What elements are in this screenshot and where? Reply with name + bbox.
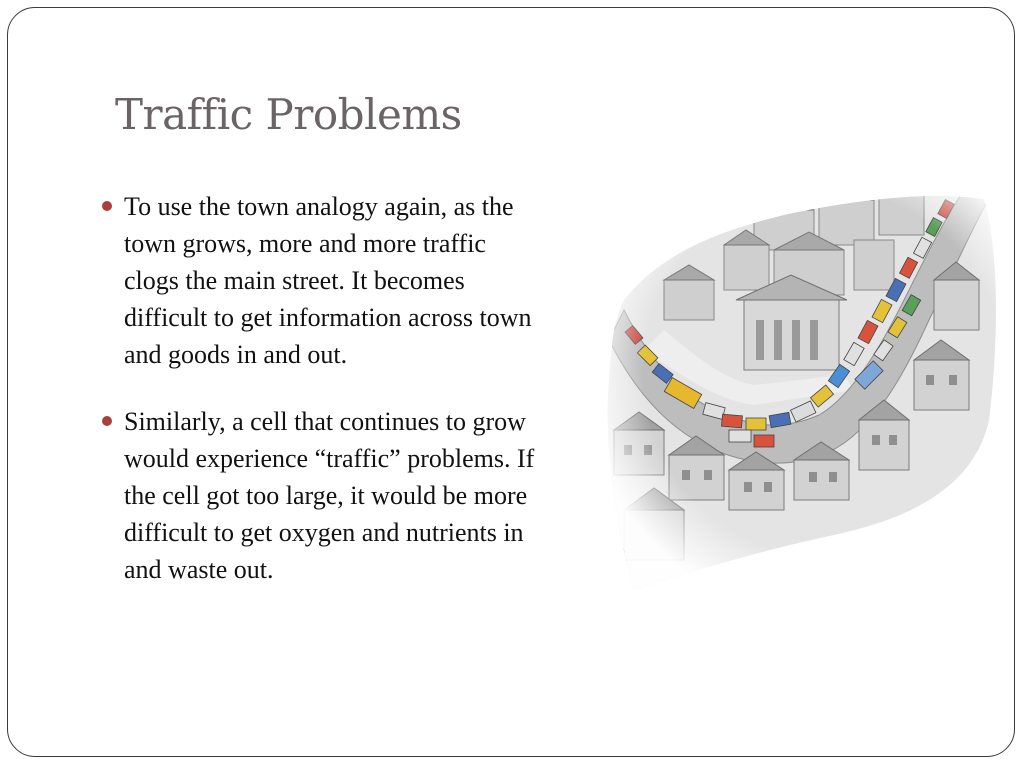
bullet-dot-icon [102, 416, 112, 426]
bullet-item [98, 403, 538, 588]
bullet-text: To use the town analogy again, as the town grows, more and more traffic clogs the main street. It becomes difficult to get information across town and goods in and out. [124, 192, 532, 369]
bullet-list [98, 188, 538, 618]
town-traffic-illustration [604, 190, 1004, 595]
slide-title: Traffic Problems [115, 90, 462, 139]
bullet-text: Similarly, a cell that continues to grow would experience “traffic” problems. If the cell got too large, it would be more difficult to get oxygen and nutrients in and waste out. [124, 407, 535, 584]
bullet-item [98, 188, 538, 373]
slide-frame [7, 7, 1015, 757]
bullet-dot-icon [102, 201, 112, 211]
